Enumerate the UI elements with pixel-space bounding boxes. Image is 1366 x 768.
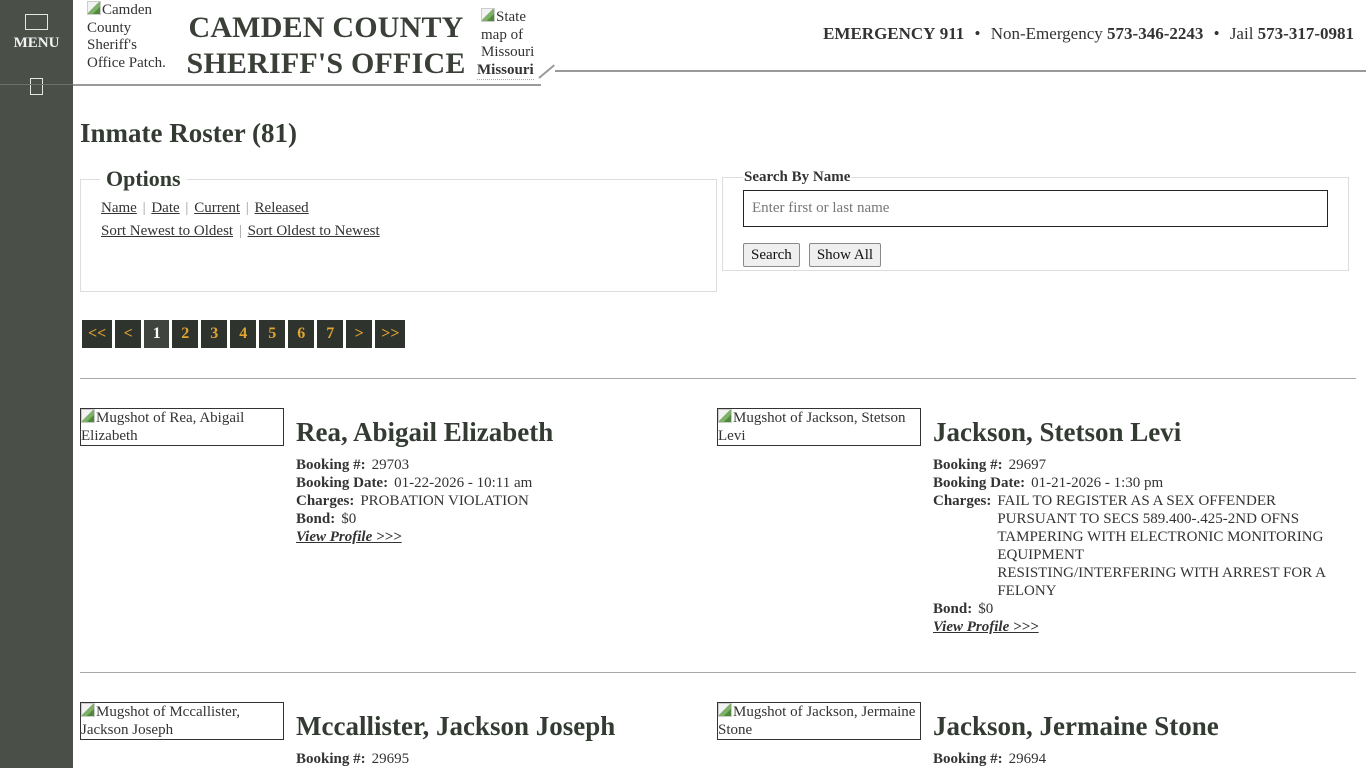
separator: | (238, 223, 242, 239)
mugshot-image[interactable] (717, 408, 921, 446)
inmate-name[interactable]: Jackson, Stetson Levi (933, 417, 1182, 447)
booking-number-row (296, 456, 716, 474)
sidebar-divider (0, 84, 73, 85)
booking-number-row (296, 750, 716, 768)
page-7-button[interactable]: 7 (317, 320, 343, 348)
broken-image-icon (87, 1, 101, 15)
charges-label: Charges: (933, 493, 992, 509)
site-header (73, 0, 1366, 86)
search-panel (722, 169, 1349, 271)
booking-number-label: Booking #: (296, 751, 366, 767)
filter-current-link[interactable]: Current (194, 200, 241, 216)
map-alt-text: State map of Missouri (481, 9, 535, 61)
inmate-details (933, 416, 1353, 636)
page-4-button[interactable]: 4 (230, 320, 256, 348)
mugshot-alt-text: Mugshot of Mccallister, Jackson Joseph (81, 704, 240, 738)
mugshot-alt-text: Mugshot of Jackson, Stetson Levi (718, 410, 906, 444)
booking-date-row (296, 474, 716, 492)
sort-newest-link[interactable]: Sort Newest to Oldest (101, 223, 234, 239)
search-legend: Search By Name (744, 169, 851, 185)
charge-item: TAMPERING WITH ELECTRONIC MONITORING EQUIPMENT (997, 529, 1324, 563)
sort-links (101, 223, 696, 240)
broken-image-icon (81, 409, 95, 423)
bond-label: Bond: (933, 601, 973, 617)
charges-row (296, 492, 716, 510)
menu-label: MENU (13, 35, 60, 51)
mugshot-image[interactable] (80, 702, 284, 740)
filter-released-link[interactable]: Released (254, 200, 309, 216)
booking-number-row (933, 750, 1353, 768)
sort-oldest-link[interactable]: Sort Oldest to Newest (247, 223, 380, 239)
booking-date-row (933, 474, 1353, 492)
site-title-line2: SHERIFF'S OFFICE (186, 47, 466, 80)
mugshot-image[interactable] (717, 702, 921, 740)
header-divider-slant (538, 64, 555, 78)
header-divider (555, 70, 1366, 72)
booking-number-row (933, 456, 1353, 474)
menu-button[interactable] (0, 12, 73, 58)
nonemergency-label: Non-Emergency (990, 24, 1103, 43)
booking-date-label: Booking Date: (296, 475, 389, 491)
show-all-button[interactable]: Show All (809, 243, 881, 267)
jail-number[interactable]: 573-317-0981 (1257, 24, 1354, 43)
next-page-button[interactable]: > (346, 320, 372, 348)
separator: • (1213, 24, 1220, 43)
last-page-button[interactable]: >> (375, 320, 405, 348)
charge-item: FAIL TO REGISTER AS A SEX OFFENDER PURSUANT TO SECS 589.400-.425-2ND OFNS (997, 493, 1300, 527)
bond-label: Bond: (296, 511, 336, 527)
options-legend: Options (106, 166, 181, 191)
broken-image-icon (481, 8, 495, 22)
filter-date-link[interactable]: Date (151, 200, 180, 216)
first-page-button[interactable]: << (82, 320, 112, 348)
booking-number-value: 29703 (371, 457, 410, 473)
charges-list (997, 492, 1353, 600)
page-1-button[interactable]: 1 (144, 320, 169, 348)
bond-value: $0 (341, 511, 357, 527)
prev-page-button[interactable]: < (115, 320, 141, 348)
broken-image-icon (718, 409, 732, 423)
charge-item: RESISTING/INTERFERING WITH ARREST FOR A FELONY (997, 565, 1326, 599)
pagination (82, 320, 405, 348)
contact-bar (823, 24, 1354, 44)
inmate-name[interactable]: Rea, Abigail Elizabeth (296, 417, 554, 447)
options-panel (80, 166, 717, 292)
charges-label: Charges: (296, 493, 355, 509)
inmate-details (296, 416, 716, 546)
sidebar (0, 0, 73, 768)
sheriff-patch-image[interactable] (87, 1, 167, 86)
booking-number-label: Booking #: (933, 457, 1003, 473)
separator: • (974, 24, 981, 43)
booking-date-value: 01-21-2026 - 1:30 pm (1031, 475, 1164, 491)
site-title-line1: CAMDEN COUNTY (188, 11, 464, 44)
booking-number-label: Booking #: (933, 751, 1003, 767)
sidebar-toggle-icon[interactable] (30, 78, 43, 95)
missouri-map-image (481, 8, 543, 62)
nonemergency-number[interactable]: 573-346-2243 (1107, 24, 1204, 43)
charges-list (360, 492, 716, 510)
name-search-input[interactable] (743, 190, 1328, 227)
view-profile-link[interactable]: View Profile >>> (296, 529, 402, 545)
jail-label: Jail (1229, 24, 1254, 43)
inmate-name[interactable]: Mccallister, Jackson Joseph (296, 711, 616, 741)
filter-name-link[interactable]: Name (101, 200, 137, 216)
page-title: Inmate Roster (81) (80, 118, 297, 148)
header-divider (73, 84, 541, 86)
mugshot-image[interactable] (80, 408, 284, 446)
separator: | (245, 200, 249, 216)
emergency-number[interactable]: 911 (939, 24, 965, 43)
mugshot-alt-text: Mugshot of Rea, Abigail Elizabeth (81, 410, 245, 444)
patch-alt-text: Camden County Sheriff's Office Patch. (87, 2, 166, 71)
charges-row (933, 492, 1353, 600)
view-profile-link[interactable]: View Profile >>> (933, 619, 1039, 635)
separator: | (185, 200, 189, 216)
broken-image-icon (718, 703, 732, 717)
search-button[interactable]: Search (743, 243, 800, 267)
inmate-details (296, 710, 716, 768)
section-divider (80, 378, 1356, 379)
menu-icon (25, 14, 48, 30)
bond-row (933, 600, 1353, 618)
booking-number-value: 29694 (1008, 751, 1047, 767)
booking-number-value: 29695 (371, 751, 410, 767)
charge-item: PROBATION VIOLATION (360, 493, 529, 509)
page-2-button[interactable]: 2 (172, 320, 198, 348)
booking-number-value: 29697 (1008, 457, 1047, 473)
search-buttons (743, 243, 1328, 267)
inmate-details (933, 710, 1353, 768)
filter-links (101, 200, 696, 217)
site-title[interactable] (186, 10, 466, 82)
page-3-button[interactable]: 3 (201, 320, 227, 348)
emergency-label: EMERGENCY (823, 24, 936, 43)
bond-row (296, 510, 716, 528)
booking-date-label: Booking Date: (933, 475, 1026, 491)
page-5-button[interactable]: 5 (259, 320, 285, 348)
map-caption: Missouri (477, 62, 534, 78)
booking-number-label: Booking #: (296, 457, 366, 473)
section-divider (80, 672, 1356, 673)
page-6-button[interactable]: 6 (288, 320, 314, 348)
broken-image-icon (81, 703, 95, 717)
separator: | (142, 200, 146, 216)
mugshot-alt-text: Mugshot of Jackson, Jermaine Stone (718, 704, 916, 738)
booking-date-value: 01-22-2026 - 10:11 am (394, 475, 533, 491)
inmate-name[interactable]: Jackson, Jermaine Stone (933, 711, 1219, 741)
bond-value: $0 (978, 601, 994, 617)
